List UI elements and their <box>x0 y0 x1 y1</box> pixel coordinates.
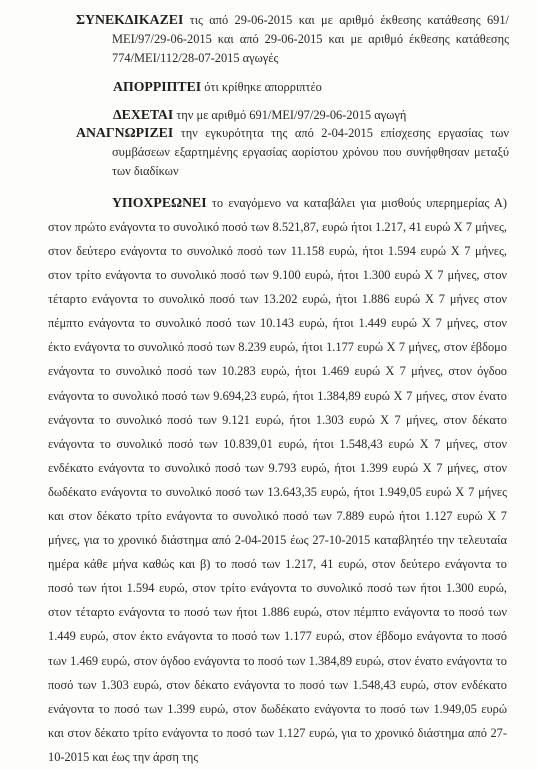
paragraph-aporriptei <box>76 78 509 96</box>
paragraph-synekdikazei <box>76 11 509 67</box>
keyword-aporriptei: ΑΠΟΡΡΙΠΤΕΙ <box>113 79 202 95</box>
keyword-anagnorizei: ΑΝΑΓΝΩΡΙΖΕΙ <box>76 125 174 141</box>
text-anagnorizei: την εγκυρότητα της από 2-04-2015 επίσχεσης εργασίας των συμβάσεων εξαρτημένης εργασίας αορίστου χρόνου που συνήφθησαν μεταξύ των διαδίκων <box>112 126 509 178</box>
paragraph-dexetai <box>76 106 509 124</box>
keyword-dexetai: ΔΕΧΕΤΑΙ <box>113 107 174 123</box>
text-aporriptei: ότι κρίθηκε απορριπτέο <box>201 80 322 95</box>
paragraph-ypochreonei <box>48 191 507 769</box>
text-ypochreonei: το εναγόμενο να καταβάλει για μισθούς υπερημερίας Α) στον πρώτο ενάγοντα το συνολικό ποσό των 8.521,87, ευρώ ήτοι 1.217, 41 ευρώ Χ 7 μήνες, στον δεύτερο ενάγοντα το συνολικό ποσό των 11.158 ευρώ, ήτοι 1.594 ευρώ Χ 7 μήνες, στον τρίτο ενάγοντα το συνολικό ποσό των 9.100 ευρώ, ήτοι 1.300 ευρώ Χ 7 μήνες, στον τέταρτο ενάγοντα το συνολικό ποσό των 13.202 ευρώ, ήτοι 1.886 ευρώ Χ 7 μήνες στον πέμπτο ενάγοντα το συνολικό ποσό των 10.143 ευρώ, ήτοι 1.449 ευρώ Χ 7 μήνες, στον έκτο ενάγοντα το συνολικό ποσό των 8.239 ευρώ, ήτοι 1.177 ευρώ Χ 7 μήνες, στον έβδομο ενάγοντα το συνολικό ποσό των 10.283 ευρώ, ήτοι 1.469 ευρώ Χ 7 μήνες, στον όγδοο ενάγοντα το συνολικό ποσό των 9.694,23 ευρώ, ήτοι 1.384,89 ευρώ Χ 7 μήνες, στον ένατο ενάγοντα το συνολικό ποσό των 9.121 ευρώ, ήτοι 1.303 ευρώ Χ 7 μήνες, στον δέκατο ενάγοντα το συνολικό ποσό των 10.839,01 ευρώ, ήτοι 1.548,43 ευρώ Χ 7 μήνες, στον ενδέκατο ενάγοντα το συνολικό ποσό των 9.793 ευρώ, ήτοι 1.399 ευρώ Χ 7 μήνες, στον δωδέκατο ενάγοντα το συνολικό ποσό των 13.643,35 ευρώ, ήτοι 1.949,05 ευρώ Χ 7 μήνες και στον δέκατο τρίτο ενάγοντα το συνολικό ποσό των 7.889 ευρώ ήτοι 1.127 ευρώ Χ 7 μήνες, για το χρονικό διάστημα από 2-04-2015 έως 27-10-2015 καταβλητέο την τελευταία ημέρα κάθε μήνα καθώς και β) το ποσό των 1.217, 41 ευρώ, στον δεύτερο ενάγοντα το ποσό των ήτοι 1.594 ευρώ, στον τρίτο ενάγοντα το συνολικό ποσό των ήτοι 1.300 ευρώ, στον τέταρτο ενάγοντα το ποσό των ήτοι 1.886 ευρώ, στον πέμπτο ενάγοντα το ποσό των 1.449 ευρώ, στον έκτο ενάγοντα το ποσό των 1.177 ευρώ, στον έβδομο ενάγοντα το ποσό των 1.469 ευρώ, στον όγδοο ενάγοντα το ποσό των 1.384,89 ευρώ, στον ένατο ενάγοντα το ποσό των 1.303 ευρώ, στον δέκατο ενάγοντα το ποσό των 1.548,43 ευρώ, στον ενδέκατο ενάγοντα το ποσό των 1.399 ευρώ, στον δωδέκατο ενάγοντα το ποσό των 1.949,05 ευρώ και στον δέκατο τρίτο ενάγοντα το ποσό των 1.127 ευρώ, για το χρονικό διάστημα από 27-10-2015 και έως την άρση της <box>48 195 507 764</box>
keyword-ypochreonei: ΥΠΟΧΡΕΩΝΕΙ <box>112 194 207 210</box>
keyword-synekdikazei: ΣΥΝΕΚΔΙΚΑΖΕΙ <box>76 12 184 27</box>
text-dexetai: την με αριθμό 691/ΜΕΙ/97/29-06-2015 αγωγή <box>173 108 407 123</box>
text-synekdikazei: τις από 29-06-2015 και με αριθμό έκθεσης κατάθεσης 691/ΜΕΙ/97/29-06-2015 και από 29-06-2015 και με αριθμό έκθεσης κατάθεσης 774/ΜΕΙ/112/28-07-2015 αγωγές <box>112 13 509 65</box>
paragraph-anagnorizei <box>76 124 509 180</box>
